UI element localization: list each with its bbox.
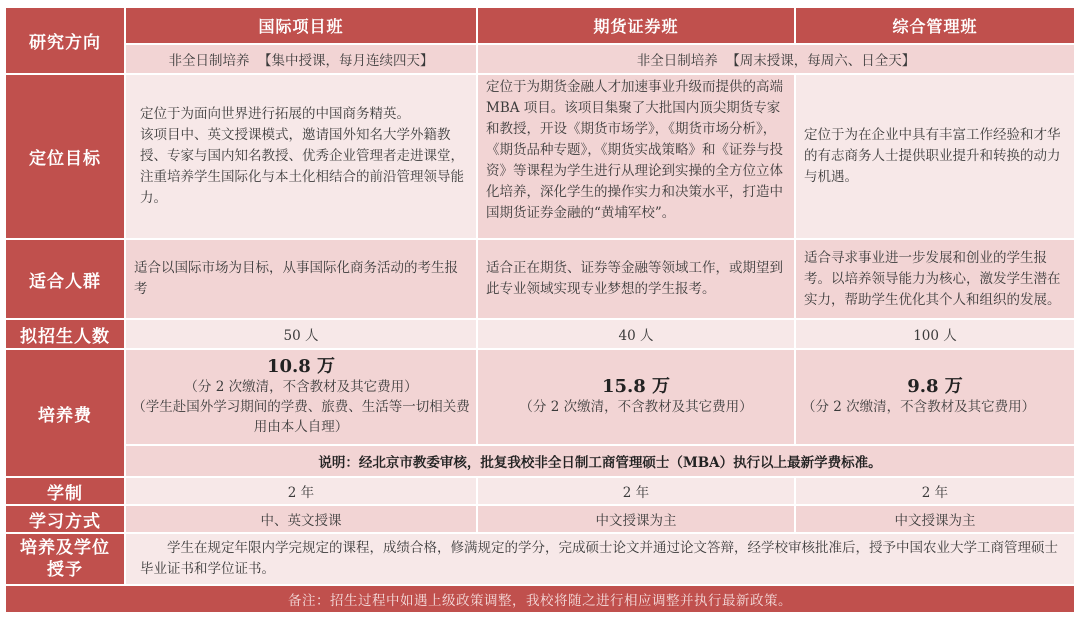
column-intl-header: 国际项目班 — [125, 7, 477, 44]
intl-enrollment: 50 人 — [125, 319, 477, 349]
duration-label: 学制 — [5, 477, 125, 505]
degree-text: 学生在规定年限内学完规定的课程，成绩合格，修满规定的学分，完成硕士论文并通过论文答辩，经学校审核批准后，授予中国农业大学工商管理硕士毕业证书和学位证书。 — [125, 533, 1075, 585]
degree-row — [5, 533, 1075, 585]
audience-label: 适合人群 — [5, 239, 125, 319]
futures-duration: 2 年 — [477, 477, 795, 505]
general-fee — [795, 349, 1075, 445]
fees-statement-row — [5, 445, 1075, 477]
degree-label: 培养及学位授予 — [5, 533, 125, 585]
intl-positioning-line1: 定位于为面向世界进行拓展的中国商务精英。 — [140, 106, 410, 122]
study-mode-label: 学习方式 — [5, 505, 125, 533]
futures-general-schedule: 非全日制培养 【周末授课，每周六、日全天】 — [477, 44, 1075, 74]
intl-study-mode: 中、英文授课 — [125, 505, 477, 533]
intl-fee-note: （分 2 次缴清，不含教材及其它费用） — [184, 379, 418, 395]
column-general-header: 综合管理班 — [795, 7, 1075, 44]
futures-enrollment: 40 人 — [477, 319, 795, 349]
intl-schedule: 非全日制培养 【集中授课，每月连续四天】 — [125, 44, 477, 74]
intl-positioning — [125, 74, 477, 239]
futures-audience: 适合正在期货、证券等金融等领域工作，或期望到此专业领域实现专业梦想的学生报考。 — [477, 239, 795, 319]
futures-fee — [477, 349, 795, 445]
positioning-label: 定位目标 — [5, 74, 125, 239]
duration-row — [5, 477, 1075, 505]
intl-fee — [125, 349, 477, 445]
futures-fee-amount: 15.8 万 — [601, 376, 671, 397]
positioning-row — [5, 74, 1075, 239]
fees-label: 培养费 — [5, 349, 125, 477]
general-positioning: 定位于为在企业中具有丰富工作经验和才华的有志商务人士提供职业提升和转换的动力与机遇。 — [795, 74, 1075, 239]
fees-row — [5, 349, 1075, 445]
intl-fee-amount: 10.8 万 — [266, 356, 336, 377]
header-row — [5, 7, 1075, 44]
intl-fee-extra: （学生赴国外学习期间的学费、旅费、生活等一切相关费用由本人自理） — [132, 399, 470, 435]
enrollment-row — [5, 319, 1075, 349]
footer-row — [5, 585, 1075, 613]
study-mode-row — [5, 505, 1075, 533]
program-table-wrapper — [4, 6, 1074, 626]
general-audience: 适合寻求事业进一步发展和创业的学生报考。以培养领导能力为核心，激发学生潜在实力，帮助学生优化其个人和组织的发展。 — [795, 239, 1075, 319]
futures-study-mode: 中文授课为主 — [477, 505, 795, 533]
fee-statement: 说明：经北京市教委审核，批复我校非全日制工商管理硕士（MBA）执行以上最新学费标准。 — [125, 445, 1075, 477]
general-fee-note: （分 2 次缴清，不含教材及其它费用） — [802, 399, 1036, 415]
general-study-mode: 中文授课为主 — [795, 505, 1075, 533]
general-fee-amount: 9.8 万 — [907, 376, 963, 397]
audience-row — [5, 239, 1075, 319]
intl-duration: 2 年 — [125, 477, 477, 505]
intl-positioning-line2: 该项目中、英文授课模式，邀请国外知名大学外籍教授、专家与国内知名教授、优秀企业管理者走进课堂，注重培养学生国际化与本土化相结合的前沿管理领导能力。 — [140, 127, 464, 206]
futures-positioning: 定位于为期货金融人才加速事业升级而提供的高端 MBA 项目。该项目集聚了大批国内顶尖期货专家和教授，开设《期货市场学》，《期货市场分析》，《期货品种专题》，《期货实战策略》和《证券与投资》等课程为学生进行从理论到实操的全方位立体化培养，深化学生的操作实力和决策水平，打造中国期货证券金融的“黄埔军校”。 — [477, 74, 795, 239]
subheader-row — [5, 44, 1075, 74]
program-comparison-table — [4, 6, 1076, 614]
footer-note: 备注：招生过程中如遇上级政策调整，我校将随之进行相应调整并执行最新政策。 — [5, 585, 1075, 613]
intl-audience: 适合以国际市场为目标，从事国际化商务活动的考生报考 — [125, 239, 477, 319]
research-direction-label: 研究方向 — [5, 7, 125, 74]
general-duration: 2 年 — [795, 477, 1075, 505]
futures-fee-note: （分 2 次缴清，不含教材及其它费用） — [519, 399, 753, 415]
general-enrollment: 100 人 — [795, 319, 1075, 349]
enrollment-label: 拟招生人数 — [5, 319, 125, 349]
column-futures-header: 期货证券班 — [477, 7, 795, 44]
